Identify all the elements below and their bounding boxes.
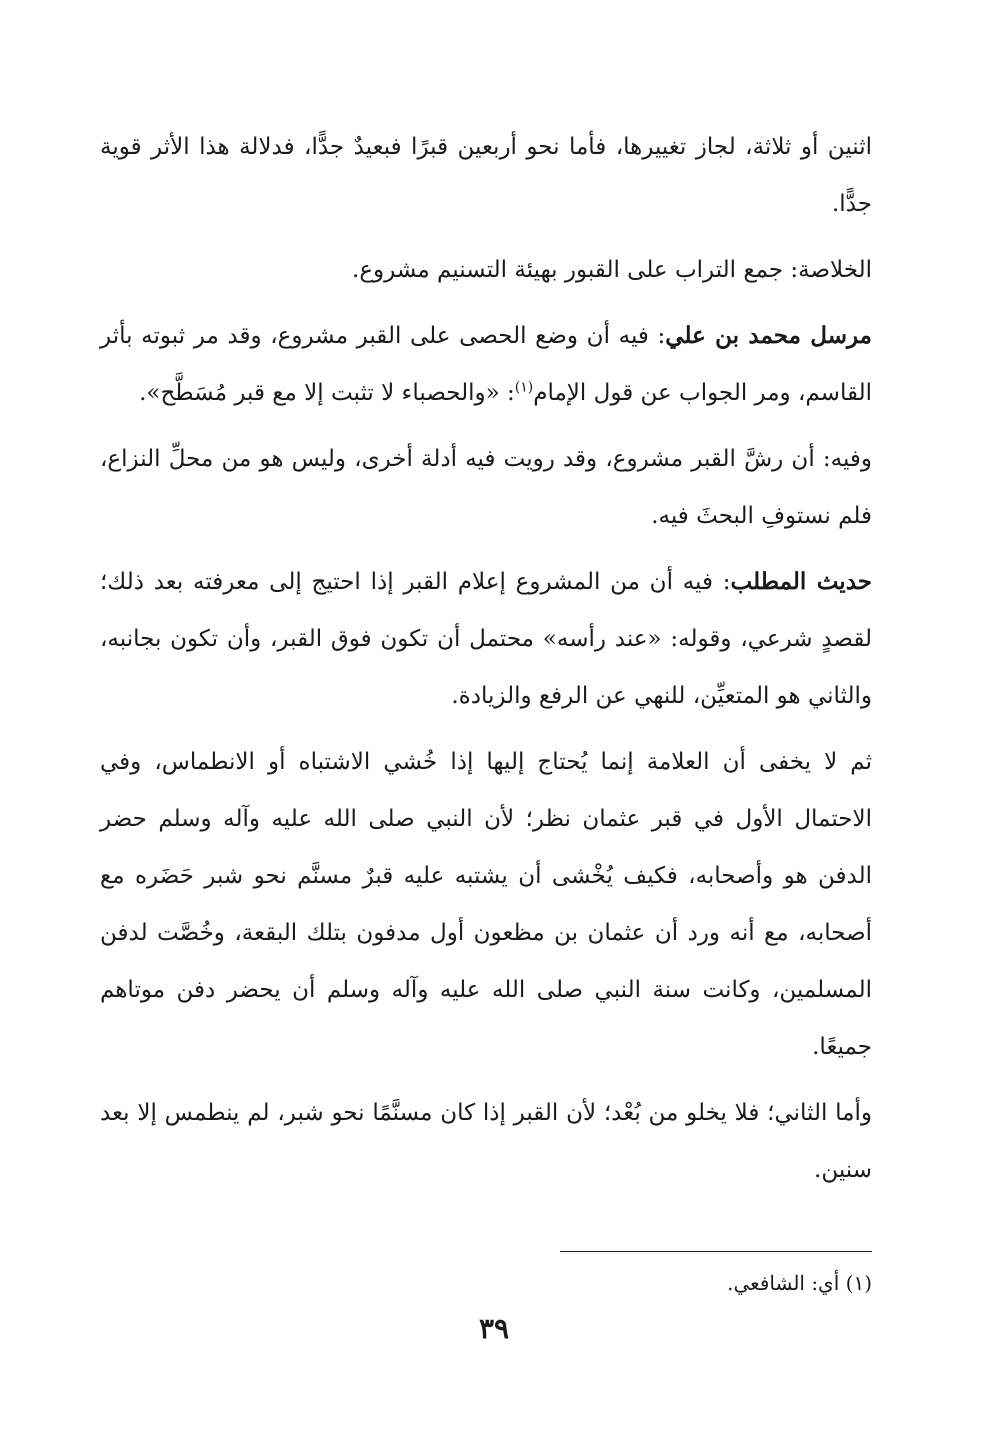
paragraph-text: وفيه: أن رشَّ القبر مشروع، وقد رويت فيه أدلة أخرى، وليس هو من محلِّ النزاع، فلم نستوفِ البحثَ فيه.: [100, 446, 872, 529]
paragraph-lead: مرسل محمد بن علي: [665, 322, 872, 349]
main-text: [100, 118, 872, 1207]
footnote-ref[interactable]: (١): [514, 379, 534, 396]
paragraph-text: : فيه أن وضع الحصى على القبر مشروع، وقد مر ثبوته بأثر القاسم، ومر الجواب عن قول الإمام: [100, 323, 872, 406]
paragraph-text: اثنين أو ثلاثة، لجاز تغييرها، فأما نحو أربعين قبرًا فبعيدٌ جدًّا، فدلالة هذا الأثر قوية جدًّا.: [100, 134, 872, 217]
footnote-divider: [560, 1251, 872, 1252]
footnote: (١) أي: الشافعي.: [727, 1271, 872, 1295]
paragraph: [100, 307, 872, 422]
paragraph-lead: حديث المطلب: [730, 568, 872, 595]
paragraph-text: : فيه أن من المشروع إعلام القبر إذا احتيج إلى معرفته بعد ذلك؛ لقصدٍ شرعي، وقوله: «عند رأسه» محتمل أن تكون فوق القبر، وأن تكون بجانبه، والثاني هو المتعيِّن، للنهي عن الرفع والزيادة.: [100, 569, 872, 709]
paragraph: [100, 553, 872, 725]
paragraph: [100, 118, 872, 233]
paragraph-text: الخلاصة: جمع التراب على القبور بهيئة التسنيم مشروع.: [352, 257, 872, 283]
paragraph: [100, 241, 872, 299]
paragraph-text: ثم لا يخفى أن العلامة إنما يُحتاج إليها إذا خُشي الاشتباه أو الانطماس، وفي الاحتمال الأول في قبر عثمان نظر؛ لأن النبي صلى الله عليه وآله وسلم حضر الدفن هو وأصحابه، فكيف يُخْشى أن يشتبه عليه قبرٌ مسنَّم نحو شبر حَضَره مع أصحابه، مع أنه ورد أن عثمان بن مظعون أول مدفون بتلك البقعة، وخُصَّت لدفن المسلمين، وكانت سنة النبي صلى الله عليه وآله وسلم أن يحضر دفن موتاهم جميعًا.: [100, 749, 872, 1060]
page-number: ٣٩: [478, 1312, 510, 1345]
paragraph-text-continued: : «والحصباء لا تثبت إلا مع قبر مُسَطَّح».: [139, 380, 515, 406]
paragraph: [100, 430, 872, 545]
paragraph: [100, 733, 872, 1076]
paragraph: [100, 1084, 872, 1199]
paragraph-text: وأما الثاني؛ فلا يخلو من بُعْد؛ لأن القبر إذا كان مسنَّمًا نحو شبر، لم ينطمس إلا بعد سنين.: [100, 1100, 872, 1183]
